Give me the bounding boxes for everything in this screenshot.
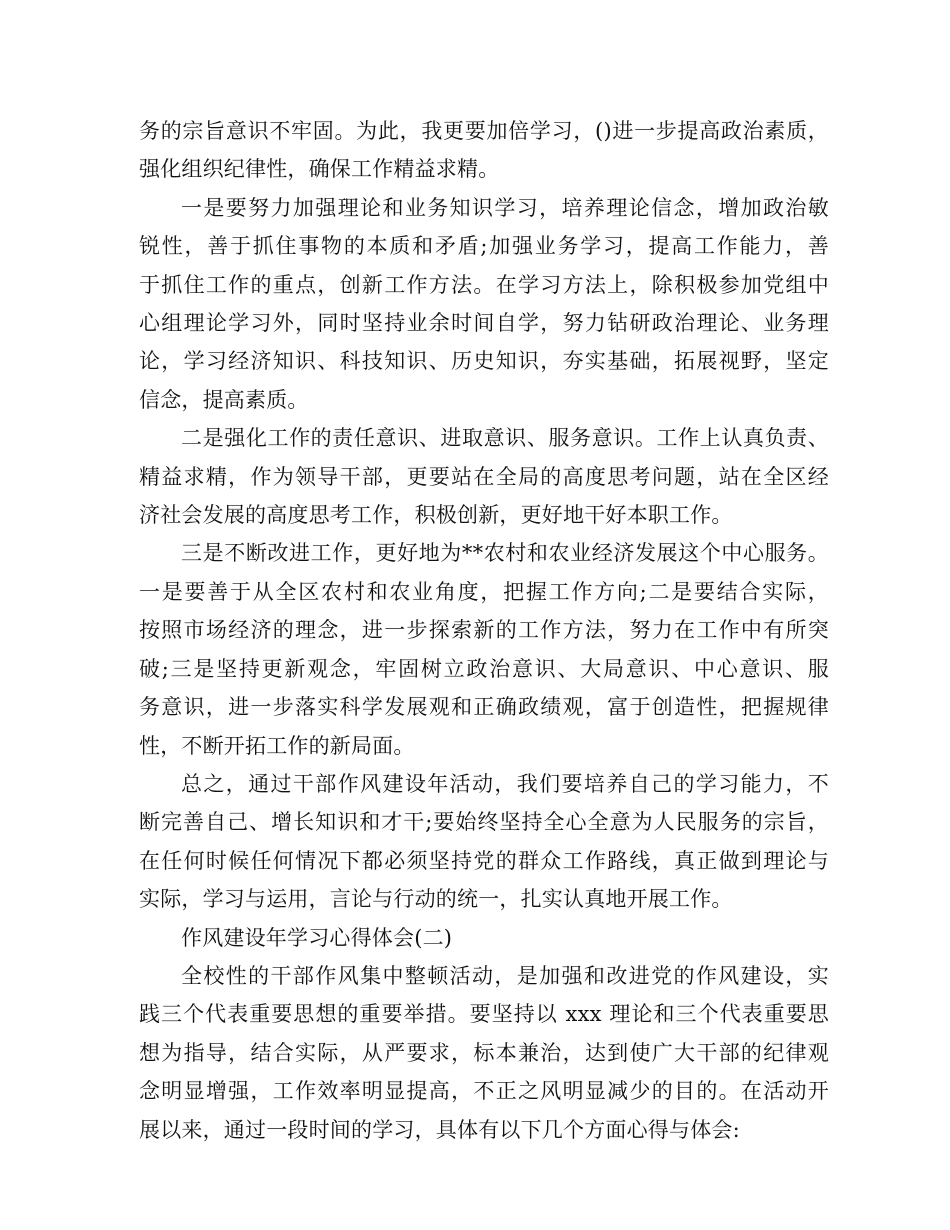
heading-line: 作风建设年学习心得体会(二) [181, 925, 453, 950]
text-line: 一是要善于从全区农村和农业角度，把握工作方向;二是要结合实际， [139, 579, 829, 604]
text-line: 破;三是坚持更新观念，牢固树立政治意识、大局意识、中心意识、服 [139, 656, 829, 681]
text-line: 断完善自己、增长知识和才干;要始终坚持全心全意为人民服务的宗旨， [139, 810, 829, 835]
text-line: 三是不断改进工作，更好地为**农村和农业经济发展这个中心服务。 [181, 541, 829, 566]
paragraph [139, 957, 829, 1149]
text-line: 精益求精，作为领导干部，更要站在全局的高度思考问题，站在全区经 [139, 464, 829, 489]
text-line: 念明显增强，工作效率明显提高，不正之风明显减少的目的。在活动开 [139, 1079, 829, 1104]
section-heading [139, 919, 829, 957]
paragraph [139, 765, 829, 919]
text-line: 展以来，通过一段时间的学习，具体有以下几个方面心得与体会: [139, 1117, 740, 1142]
text-line: 信念，提高素质。 [139, 387, 309, 412]
text-line: 锐性，善于抓住事物的本质和矛盾;加强业务学习，提高工作能力，善 [139, 234, 829, 259]
paragraph [139, 534, 829, 764]
text-line: 心组理论学习外，同时坚持业余时间自学，努力钻研政治理论、业务理 [139, 311, 829, 336]
text-line: 于抓住工作的重点，创新工作方法。在学习方法上，除积极参加党组中 [139, 272, 829, 297]
text-line: 务的宗旨意识不牢固。为此，我更要加倍学习，()进一步提高政治素质， [139, 119, 829, 143]
text-line: 论，学习经济知识、科技知识、历史知识，夯实基础，拓展视野，坚定 [139, 349, 829, 374]
text-line: 全校性的干部作风集中整顿活动，是加强和改进党的作风建设，实 [181, 963, 829, 988]
text-line: 按照市场经济的理念，进一步探索新的工作方法，努力在工作中有所突 [139, 618, 829, 643]
text-line: 在任何时候任何情况下都必须坚持党的群众工作路线，真正做到理论与 [139, 848, 829, 873]
text-line: 总之，通过干部作风建设年活动，我们要培养自己的学习能力，不 [181, 771, 829, 796]
text-line: 性，不断开拓工作的新局面。 [139, 733, 415, 758]
text-line: 二是强化工作的责任意识、进取意识、服务意识。工作上认真负责、 [181, 426, 829, 451]
text-line: 强化组织纪律性，确保工作精益求精。 [139, 157, 500, 182]
text-line: 一是要努力加强理论和业务知识学习，培养理论信念，增加政治敏 [181, 195, 829, 220]
text-line: 济社会发展的高度思考工作，积极创新，更好地干好本职工作。 [139, 503, 733, 528]
paragraph [139, 419, 829, 534]
paragraph [139, 189, 829, 419]
document-page [139, 112, 829, 1149]
text-line: 想为指导，结合实际，从严要求，标本兼治，达到使广大干部的纪律观 [139, 1040, 829, 1065]
text-line: 实际，学习与运用，言论与行动的统一，扎实认真地开展工作。 [139, 887, 733, 912]
text-line: 务意识，进一步落实科学发展观和正确政绩观，富于创造性，把握规律 [139, 695, 829, 720]
paragraph [139, 112, 829, 189]
text-line: 践三个代表重要思想的重要举措。要坚持以 xxx 理论和三个代表重要思 [139, 1002, 829, 1027]
